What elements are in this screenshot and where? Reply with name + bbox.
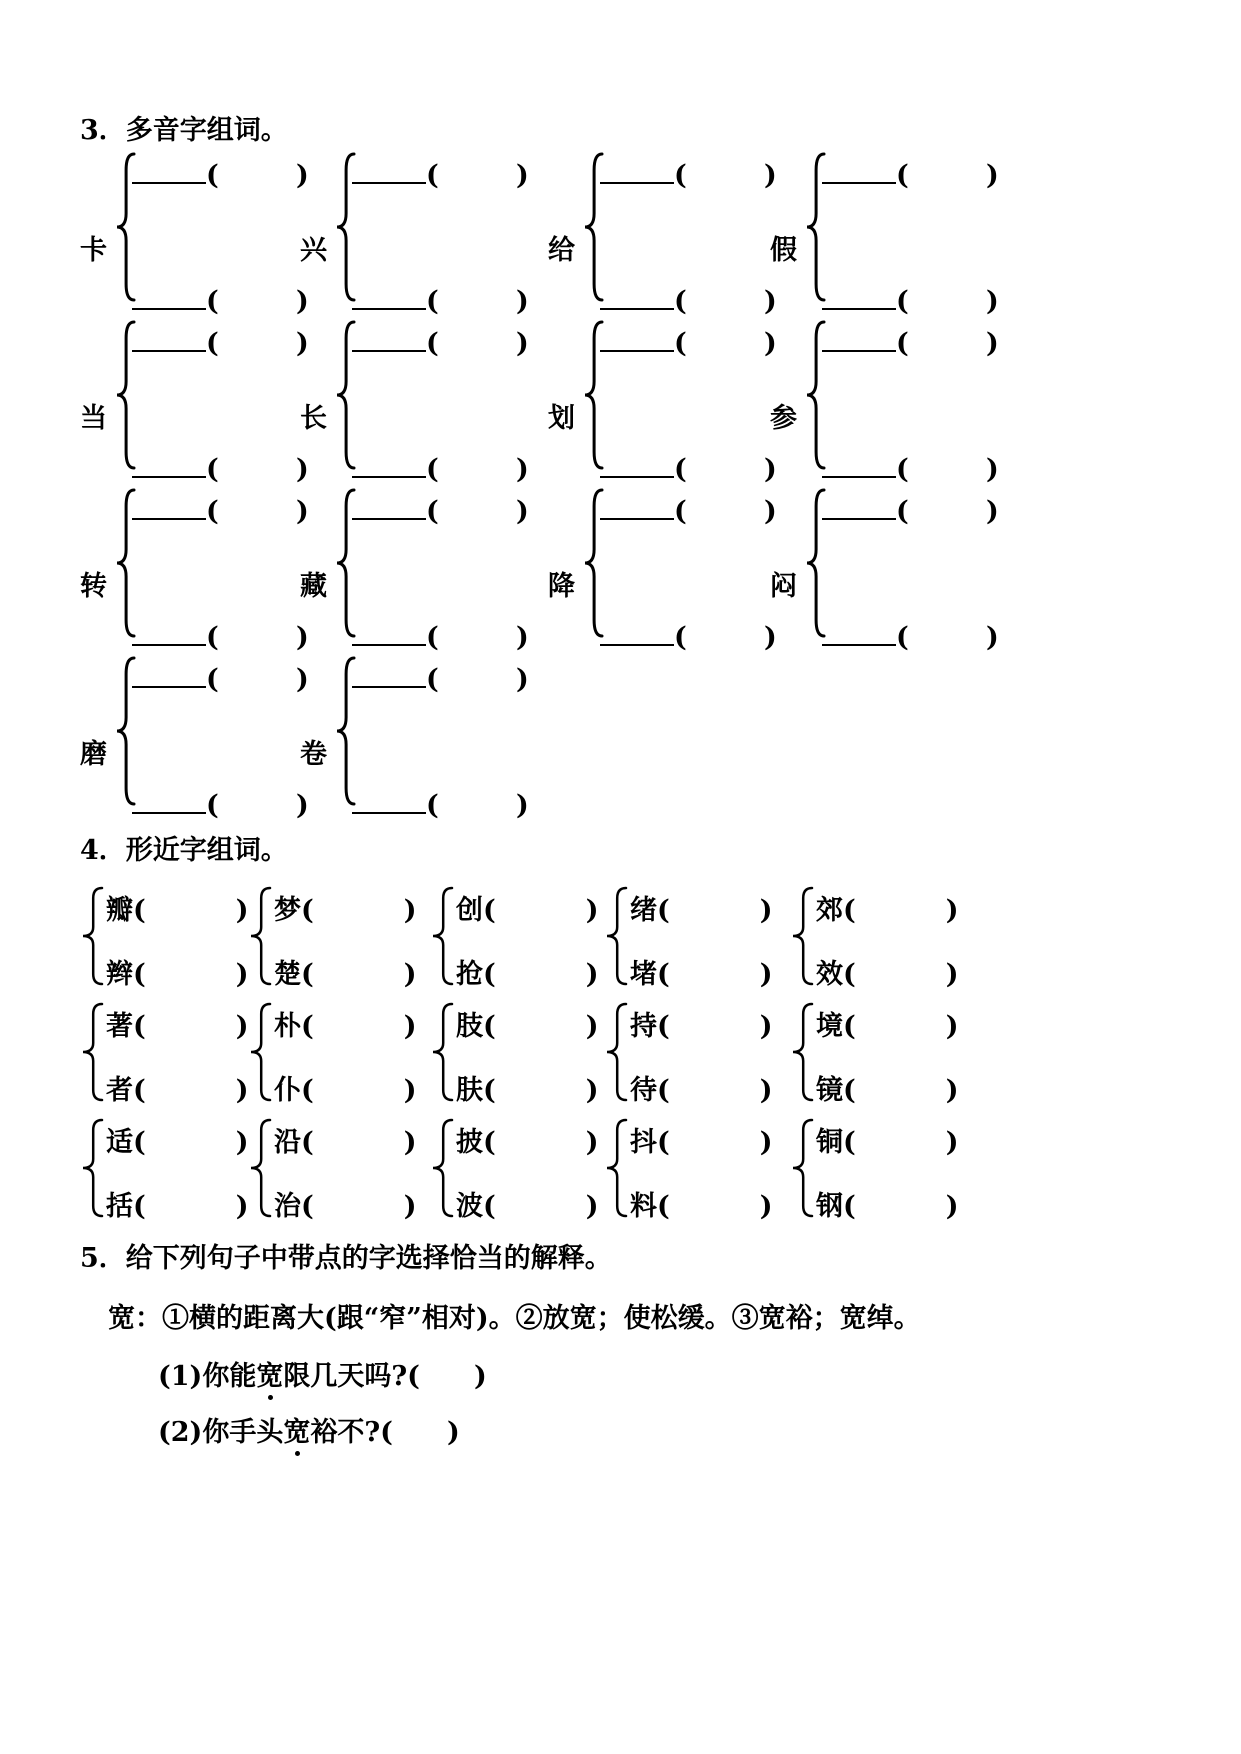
kuan-definition: 宽：①横的距离大(跟“窄”相对)。②放宽；使松缓。③宽裕；宽绰。	[108, 1303, 921, 1334]
word-blank[interactable]	[352, 790, 426, 814]
similar-char: 抖(	[630, 1127, 670, 1158]
similar-char: 创(	[456, 895, 496, 926]
similar-char-row	[456, 1068, 599, 1107]
word-blank[interactable]	[352, 496, 426, 520]
word-blank[interactable]	[600, 454, 674, 478]
close-paren: )	[945, 1127, 959, 1158]
polyphone-char: 给	[548, 235, 575, 266]
similar-char: 持(	[630, 1011, 670, 1042]
answer-line	[352, 496, 529, 527]
curly-brace-icon	[790, 886, 814, 986]
word-blank[interactable]	[600, 496, 674, 520]
pinyin-open-paren[interactable]: (	[674, 496, 687, 527]
similar-char-pair	[604, 886, 784, 990]
polyphone-char: 转	[80, 571, 107, 602]
curly-brace-icon	[248, 886, 272, 986]
pinyin-open-paren[interactable]: (	[674, 160, 687, 191]
similar-char-pair	[604, 1002, 784, 1106]
similar-char: 朴(	[274, 1011, 314, 1042]
close-paren: )	[585, 1191, 599, 1222]
similar-char-pair	[248, 886, 428, 990]
curly-brace-icon	[248, 1118, 272, 1218]
word-blank[interactable]	[132, 454, 206, 478]
pinyin-close-paren: )	[986, 286, 999, 317]
pinyin-open-paren[interactable]: (	[674, 328, 687, 359]
close-paren: )	[585, 959, 599, 990]
pinyin-open-paren[interactable]: (	[674, 454, 687, 485]
answer-line	[132, 622, 309, 653]
pinyin-open-paren[interactable]: (	[674, 286, 687, 317]
polyphone-char: 卡	[80, 235, 107, 266]
polyphone-char: 藏	[300, 571, 327, 602]
answer-line	[822, 496, 999, 527]
similar-char-row	[630, 1068, 773, 1107]
answer-line	[822, 328, 999, 359]
similar-char-row	[816, 1184, 959, 1223]
pinyin-close-paren: )	[296, 664, 309, 695]
polyphone-char: 参	[770, 403, 797, 434]
word-blank[interactable]	[352, 664, 426, 688]
similar-char-pair	[430, 886, 610, 990]
similar-char: 波(	[456, 1191, 496, 1222]
word-blank[interactable]	[822, 454, 896, 478]
similar-char-pair	[430, 1002, 610, 1106]
close-paren: )	[585, 895, 599, 926]
answer-line	[352, 622, 529, 653]
similar-char: 披(	[456, 1127, 496, 1158]
pinyin-open-paren[interactable]: (	[426, 790, 439, 821]
polyphone-char: 当	[80, 403, 107, 434]
word-blank[interactable]	[822, 286, 896, 310]
answer-line	[352, 790, 529, 821]
pinyin-open-paren[interactable]: (	[206, 790, 219, 821]
answer-line	[600, 496, 777, 527]
pinyin-close-paren: )	[516, 790, 529, 821]
word-blank[interactable]	[352, 454, 426, 478]
pinyin-open-paren[interactable]: (	[896, 454, 909, 485]
similar-char-row	[456, 1120, 599, 1159]
pinyin-open-paren[interactable]: (	[896, 496, 909, 527]
pinyin-close-paren: )	[764, 286, 777, 317]
close-paren: )	[945, 1191, 959, 1222]
similar-char-row	[816, 952, 959, 991]
curly-brace-icon	[604, 1118, 628, 1218]
curly-brace-icon	[430, 886, 454, 986]
word-blank[interactable]	[600, 328, 674, 352]
close-paren: )	[759, 1075, 773, 1106]
similar-char-row	[816, 888, 959, 927]
similar-char: 抢(	[456, 959, 496, 990]
close-paren: )	[403, 959, 417, 990]
answer-line	[352, 664, 529, 695]
similar-char-row	[816, 1004, 959, 1043]
close-paren: )	[403, 895, 417, 926]
similar-char-row	[106, 1184, 249, 1223]
similar-char: 瓣(	[106, 895, 146, 926]
close-paren: )	[759, 1127, 773, 1158]
similar-char-row	[630, 1004, 773, 1043]
answer-line	[822, 454, 999, 485]
similar-char-row	[630, 1120, 773, 1159]
word-blank[interactable]	[822, 160, 896, 184]
pinyin-close-paren: )	[296, 328, 309, 359]
question-2	[158, 1410, 460, 1449]
pinyin-close-paren: )	[986, 622, 999, 653]
similar-char: 楚(	[274, 959, 314, 990]
pinyin-open-paren[interactable]: (	[426, 496, 439, 527]
similar-char-row	[274, 1184, 417, 1223]
pinyin-open-paren[interactable]: (	[426, 664, 439, 695]
similar-char-pair	[790, 1118, 970, 1222]
curly-brace-icon	[80, 886, 104, 986]
answer-line	[132, 454, 309, 485]
polyphone-char: 磨	[80, 739, 107, 770]
q1-before: (1)你能	[158, 1361, 257, 1392]
similar-char-pair	[248, 1002, 428, 1106]
similar-char-pair	[790, 886, 970, 990]
close-paren: )	[235, 1011, 249, 1042]
answer-line	[600, 160, 777, 191]
word-blank[interactable]	[132, 496, 206, 520]
pinyin-open-paren[interactable]: (	[206, 160, 219, 191]
pinyin-open-paren[interactable]: (	[896, 622, 909, 653]
pinyin-close-paren: )	[296, 160, 309, 191]
close-paren: )	[945, 959, 959, 990]
similar-char: 效(	[816, 959, 856, 990]
similar-char: 料(	[630, 1191, 670, 1222]
pinyin-close-paren: )	[296, 622, 309, 653]
similar-char: 镜(	[816, 1075, 856, 1106]
similar-char-pair	[430, 1118, 610, 1222]
similar-char: 著(	[106, 1011, 146, 1042]
curly-brace-icon	[430, 1118, 454, 1218]
similar-char-row	[630, 952, 773, 991]
pinyin-close-paren: )	[296, 286, 309, 317]
polyphone-item	[300, 656, 540, 856]
similar-char: 堵(	[630, 959, 670, 990]
pinyin-close-paren: )	[986, 496, 999, 527]
close-paren: )	[235, 895, 249, 926]
answer-line	[352, 286, 529, 317]
similar-char-row	[630, 1184, 773, 1223]
similar-char: 括(	[106, 1191, 146, 1222]
pinyin-close-paren: )	[516, 160, 529, 191]
similar-char-row	[816, 1120, 959, 1159]
close-paren: )	[759, 895, 773, 926]
similar-char: 仆(	[274, 1075, 314, 1106]
pinyin-open-paren[interactable]: (	[206, 454, 219, 485]
pinyin-close-paren: )	[764, 328, 777, 359]
pinyin-open-paren[interactable]: (	[206, 286, 219, 317]
close-paren: )	[403, 1075, 417, 1106]
similar-char: 沿(	[274, 1127, 314, 1158]
curly-brace-icon	[430, 1002, 454, 1102]
close-paren: )	[759, 959, 773, 990]
answer-line	[132, 496, 309, 527]
close-paren: )	[759, 1191, 773, 1222]
answer-line	[132, 790, 309, 821]
pinyin-open-paren[interactable]: (	[426, 328, 439, 359]
answer-line	[132, 160, 309, 191]
pinyin-open-paren[interactable]: (	[896, 286, 909, 317]
similar-char: 肤(	[456, 1075, 496, 1106]
pinyin-open-paren[interactable]: (	[206, 496, 219, 527]
curly-brace-icon	[790, 1118, 814, 1218]
close-paren: )	[759, 1011, 773, 1042]
answer-line	[822, 160, 999, 191]
pinyin-close-paren: )	[986, 328, 999, 359]
word-blank[interactable]	[132, 790, 206, 814]
similar-char-row	[456, 888, 599, 927]
similar-char-row	[274, 1120, 417, 1159]
similar-char-row	[274, 1004, 417, 1043]
pinyin-close-paren: )	[516, 496, 529, 527]
word-blank[interactable]	[600, 622, 674, 646]
pinyin-open-paren[interactable]: (	[206, 622, 219, 653]
answer-line	[132, 328, 309, 359]
curly-brace-icon	[790, 1002, 814, 1102]
answer-line	[600, 622, 777, 653]
pinyin-close-paren: )	[296, 790, 309, 821]
polyphone-char: 划	[548, 403, 575, 434]
pinyin-open-paren[interactable]: (	[426, 622, 439, 653]
curly-brace-icon	[80, 1118, 104, 1218]
pinyin-close-paren: )	[764, 496, 777, 527]
similar-char-pair	[80, 1118, 260, 1222]
q2-after: 裕不?( )	[310, 1417, 460, 1448]
q2-before: (2)你手头	[158, 1417, 284, 1448]
word-blank[interactable]	[132, 160, 206, 184]
word-blank[interactable]	[132, 622, 206, 646]
word-blank[interactable]	[132, 328, 206, 352]
pinyin-open-paren[interactable]: (	[426, 286, 439, 317]
answer-line	[600, 328, 777, 359]
word-blank[interactable]	[352, 328, 426, 352]
word-blank[interactable]	[600, 160, 674, 184]
close-paren: )	[945, 895, 959, 926]
similar-char-pair	[248, 1118, 428, 1222]
similar-char: 郊(	[816, 895, 856, 926]
polyphone-char: 兴	[300, 235, 327, 266]
answer-line	[822, 286, 999, 317]
similar-char-row	[274, 888, 417, 927]
pinyin-close-paren: )	[296, 454, 309, 485]
answer-line	[132, 664, 309, 695]
pinyin-close-paren: )	[986, 160, 999, 191]
similar-char-row	[456, 1004, 599, 1043]
similar-char-row	[106, 1120, 249, 1159]
answer-line	[600, 286, 777, 317]
similar-char-row	[106, 1068, 249, 1107]
polyphone-item	[548, 488, 788, 688]
pinyin-close-paren: )	[516, 664, 529, 695]
polyphone-item	[80, 656, 320, 856]
close-paren: )	[235, 1075, 249, 1106]
pinyin-open-paren[interactable]: (	[674, 622, 687, 653]
section5-title: 5．给下列句子中带点的字选择恰当的解释。	[80, 1243, 612, 1274]
polyphone-char: 假	[770, 235, 797, 266]
word-blank[interactable]	[352, 622, 426, 646]
pinyin-close-paren: )	[516, 286, 529, 317]
word-blank[interactable]	[822, 328, 896, 352]
section3-title: 3．多音字组词。	[80, 115, 288, 146]
similar-char: 钢(	[816, 1191, 856, 1222]
similar-char-row	[274, 1068, 417, 1107]
pinyin-close-paren: )	[764, 160, 777, 191]
answer-line	[352, 160, 529, 191]
pinyin-open-paren[interactable]: (	[896, 160, 909, 191]
similar-char-row	[106, 888, 249, 927]
pinyin-close-paren: )	[296, 496, 309, 527]
curly-brace-icon	[604, 1002, 628, 1102]
pinyin-open-paren[interactable]: (	[206, 328, 219, 359]
polyphone-char: 降	[548, 571, 575, 602]
pinyin-close-paren: )	[516, 622, 529, 653]
similar-char-pair	[790, 1002, 970, 1106]
word-blank[interactable]	[132, 286, 206, 310]
word-blank[interactable]	[352, 160, 426, 184]
word-blank[interactable]	[352, 286, 426, 310]
curly-brace-icon	[604, 886, 628, 986]
similar-char-pair	[604, 1118, 784, 1222]
similar-char: 绪(	[630, 895, 670, 926]
similar-char-row	[274, 952, 417, 991]
similar-char-row	[630, 888, 773, 927]
polyphone-char: 长	[300, 403, 327, 434]
similar-char: 待(	[630, 1075, 670, 1106]
word-blank[interactable]	[822, 496, 896, 520]
close-paren: )	[585, 1011, 599, 1042]
answer-line	[352, 454, 529, 485]
pinyin-close-paren: )	[764, 622, 777, 653]
polyphone-char: 闷	[770, 571, 797, 602]
answer-line	[352, 328, 529, 359]
pinyin-open-paren[interactable]: (	[426, 454, 439, 485]
similar-char-row	[106, 1004, 249, 1043]
q1-dotted-char: 宽	[256, 1361, 284, 1392]
pinyin-close-paren: )	[986, 454, 999, 485]
similar-char: 治(	[274, 1191, 314, 1222]
similar-char-row	[456, 952, 599, 991]
close-paren: )	[945, 1075, 959, 1106]
answer-line	[132, 286, 309, 317]
word-blank[interactable]	[132, 664, 206, 688]
q1-after: 限几天吗?( )	[283, 1361, 487, 1392]
pinyin-open-paren[interactable]: (	[896, 328, 909, 359]
similar-char: 铜(	[816, 1127, 856, 1158]
polyphone-item	[770, 488, 1010, 688]
similar-char-row	[456, 1184, 599, 1223]
similar-char-row	[816, 1068, 959, 1107]
close-paren: )	[403, 1011, 417, 1042]
similar-char-pair	[80, 1002, 260, 1106]
answer-line	[600, 454, 777, 485]
curly-brace-icon	[248, 1002, 272, 1102]
similar-char: 者(	[106, 1075, 146, 1106]
close-paren: )	[235, 959, 249, 990]
pinyin-close-paren: )	[516, 328, 529, 359]
close-paren: )	[403, 1191, 417, 1222]
close-paren: )	[235, 1127, 249, 1158]
similar-char: 境(	[816, 1011, 856, 1042]
polyphone-char: 卷	[300, 739, 327, 770]
similar-char: 适(	[106, 1127, 146, 1158]
section4-title: 4．形近字组词。	[80, 835, 288, 866]
similar-char: 梦(	[274, 895, 314, 926]
close-paren: )	[945, 1011, 959, 1042]
pinyin-open-paren[interactable]: (	[426, 160, 439, 191]
close-paren: )	[585, 1127, 599, 1158]
word-blank[interactable]	[600, 286, 674, 310]
similar-char-row	[106, 952, 249, 991]
pinyin-close-paren: )	[764, 454, 777, 485]
similar-char-pair	[80, 886, 260, 990]
answer-line	[822, 622, 999, 653]
word-blank[interactable]	[822, 622, 896, 646]
similar-char: 辫(	[106, 959, 146, 990]
pinyin-close-paren: )	[516, 454, 529, 485]
close-paren: )	[585, 1075, 599, 1106]
curly-brace-icon	[80, 1002, 104, 1102]
close-paren: )	[403, 1127, 417, 1158]
pinyin-open-paren[interactable]: (	[206, 664, 219, 695]
question-1	[158, 1354, 487, 1393]
similar-char: 肢(	[456, 1011, 496, 1042]
q2-dotted-char: 宽	[283, 1417, 311, 1448]
close-paren: )	[235, 1191, 249, 1222]
